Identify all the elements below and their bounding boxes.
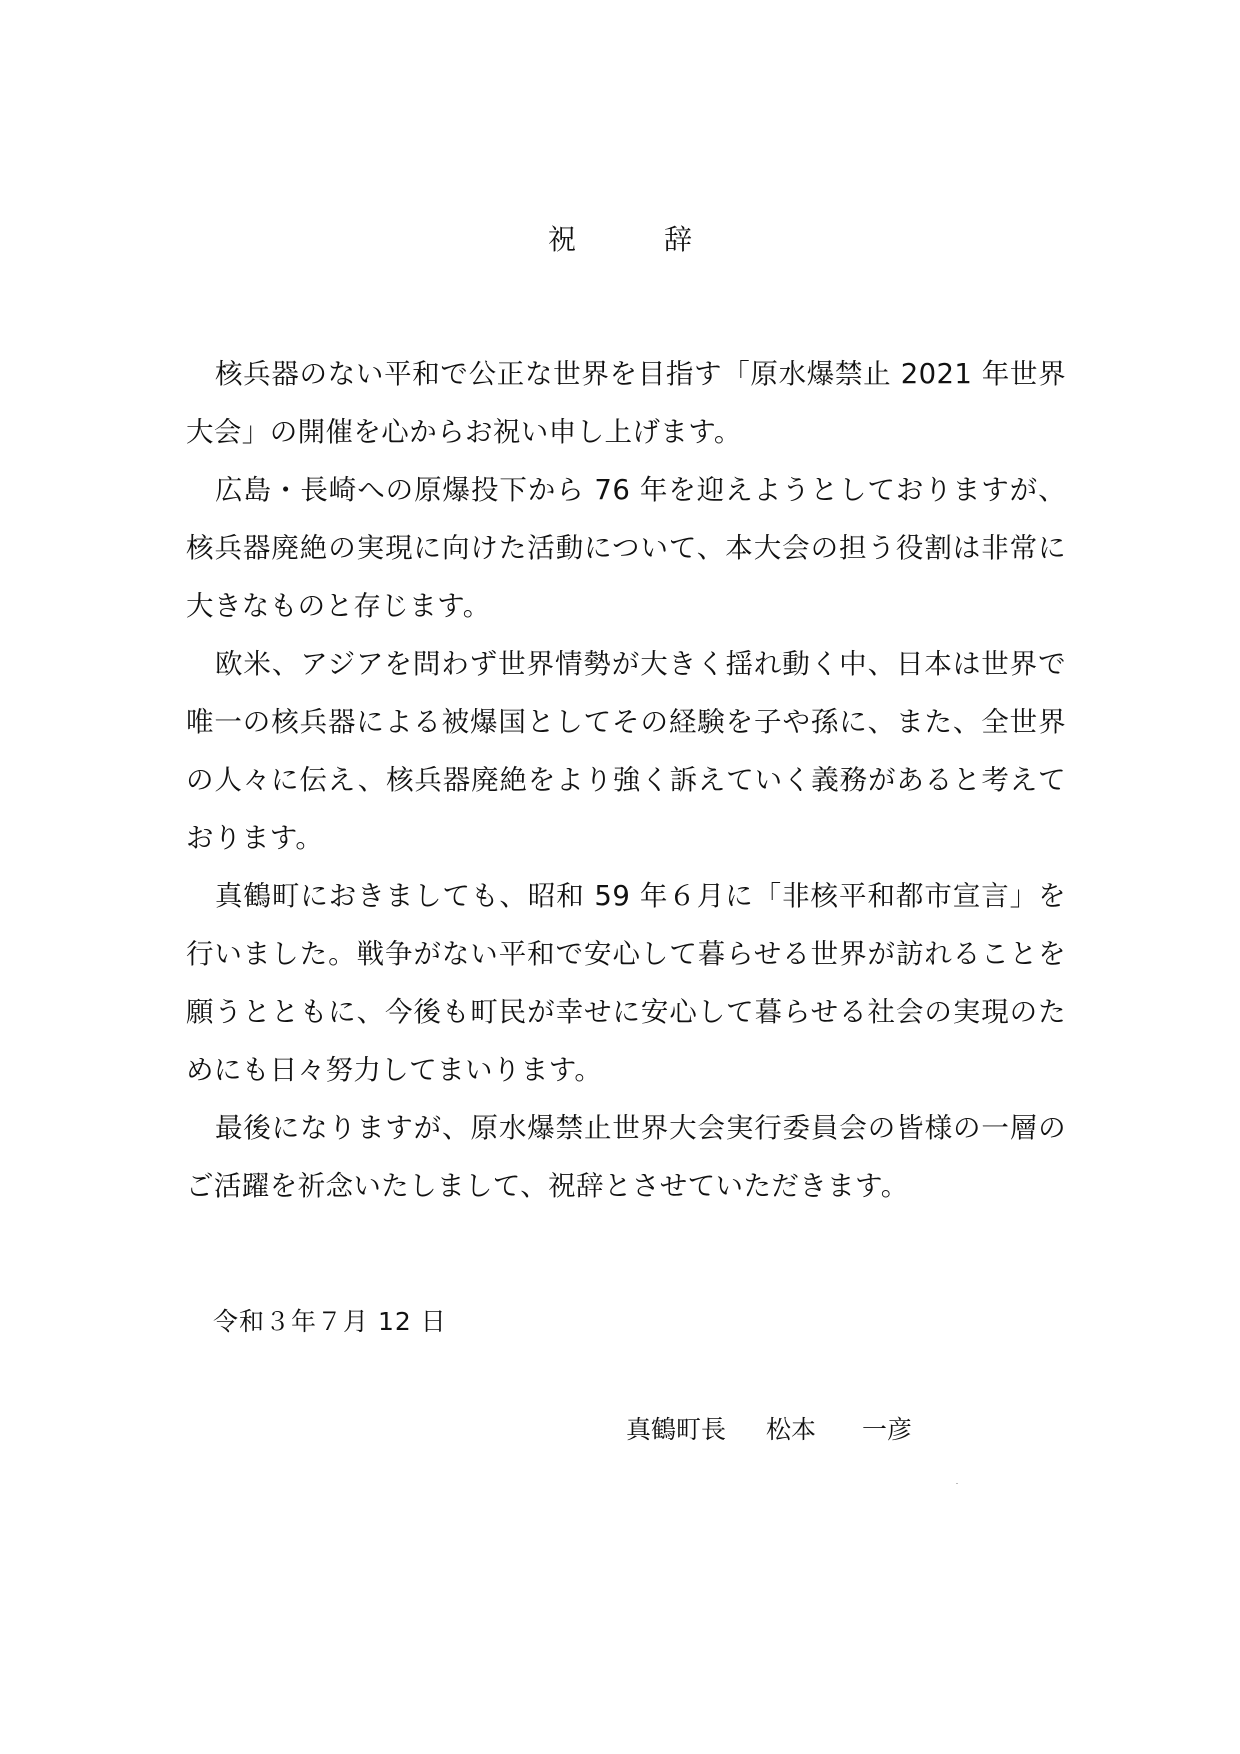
paragraph-1: 核兵器のない平和で公正な世界を目指す「原水爆禁止 2021 年世界大会」の開催を心からお祝い申し上げます。 <box>186 358 1066 448</box>
paragraph-5: 最後になりますが、原水爆禁止世界大会実行委員会の皆様の一層のご活躍を祈念いたしまして、祝辞とさせていただきます。 <box>186 1112 1066 1202</box>
signature <box>626 1410 912 1446</box>
scan-speck <box>956 1483 958 1484</box>
paragraph-2: 広島・長崎への原爆投下から 76 年を迎えようとしておりますが、核兵器廃絶の実現に向けた活動について、本大会の担う役割は非常に大きなものと存じます。 <box>186 474 1066 622</box>
document-title: 祝 辞 <box>547 223 722 256</box>
paragraph-3: 欧米、アジアを問わず世界情勢が大きく揺れ動く中、日本は世界で唯一の核兵器による被爆国としてその経験を子や孫に、また、全世界の人々に伝え、核兵器廃絶をより強く訴えていく義務があると考えております。 <box>186 648 1066 854</box>
signature-surname: 松本 <box>765 1415 816 1444</box>
document-body <box>186 345 1066 1215</box>
document-date: 令和３年７月 12 日 <box>213 1307 447 1336</box>
signature-title: 真鶴町長 <box>626 1415 727 1444</box>
signature-given-name: 一彦 <box>861 1415 912 1444</box>
paragraph-4: 真鶴町におきましても、昭和 59 年６月に「非核平和都市宣言」を行いました。戦争がない平和で安心して暮らせる世界が訪れることを願うとともに、今後も町民が幸せに安心して暮らせる社会の実現のためにも日々努力してまいります。 <box>186 880 1066 1086</box>
